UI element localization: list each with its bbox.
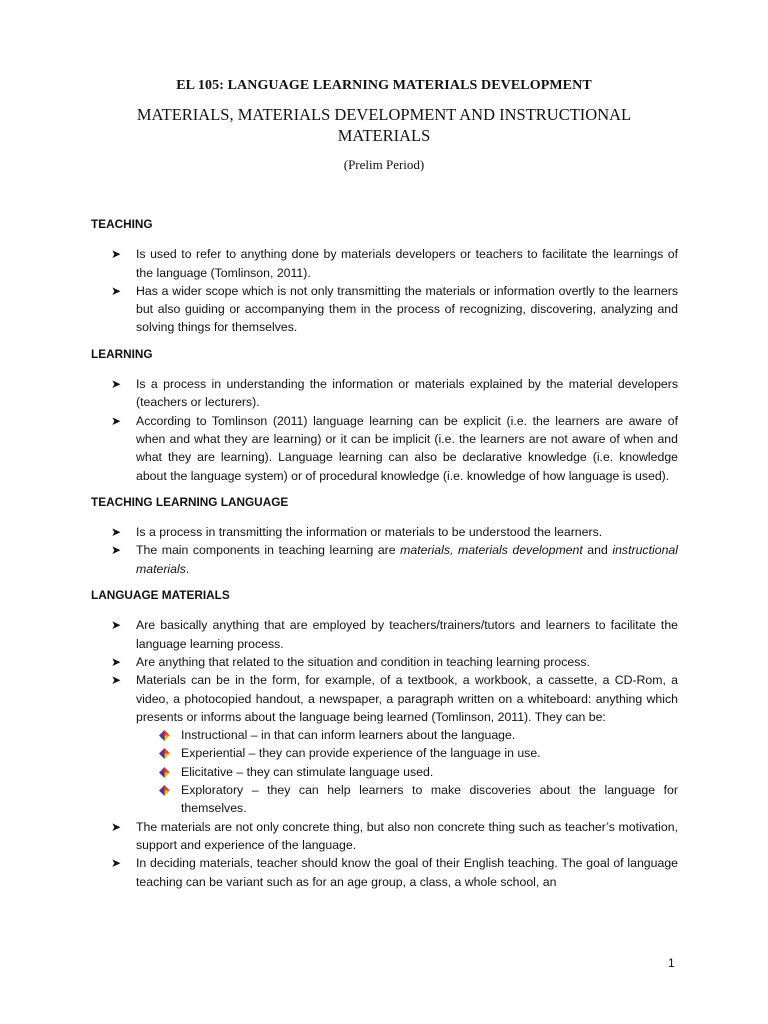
section-heading: TEACHING bbox=[91, 217, 153, 231]
section-language-materials bbox=[91, 586, 678, 891]
sub-list-item-text: Exploratory – they can help learners to make discoveries about the language for themselves. bbox=[181, 783, 678, 816]
arrow-bullet-icon: ➤ bbox=[111, 413, 122, 428]
arrow-bullet-icon: ➤ bbox=[111, 247, 122, 262]
list-item-text-suffix: . bbox=[185, 561, 190, 576]
diamond-bullet-icon bbox=[159, 785, 170, 796]
list-item bbox=[91, 818, 678, 855]
list-item-text: Is a process in transmitting the information or materials to be understood the learners. bbox=[136, 525, 603, 540]
emphasis-text: materials, materials development bbox=[400, 543, 583, 558]
sub-list-item bbox=[136, 763, 678, 781]
section-learning bbox=[91, 345, 678, 485]
diamond-bullet-icon bbox=[159, 767, 170, 778]
section-teaching bbox=[91, 215, 678, 337]
arrow-bullet-icon: ➤ bbox=[111, 654, 122, 669]
emphasis-text: instructional materials bbox=[136, 543, 678, 576]
document-subtitle: MATERIALS, MATERIALS DEVELOPMENT AND INSTRUCTIONAL MATERIALS bbox=[136, 105, 632, 145]
list-item-text-mid: and bbox=[582, 543, 613, 558]
section-heading: LANGUAGE MATERIALS bbox=[91, 588, 230, 603]
section-teaching-learning-language bbox=[91, 493, 678, 578]
list-item-text: According to Tomlinson (2011) language learning can be explicit (i.e. the learners are aware of when and what they are learning) or it can be implicit (i.e. the learners are not aware of when and what they are learning). Language learning can also be declarative knowledge (i.e. knowledge about the language system) or of procedural knowledge (i.e. knowledge of how language is used). bbox=[136, 413, 678, 483]
list-item bbox=[91, 282, 678, 337]
list-item-text: Has a wider scope which is not only transmitting the materials or information overtly to the learners but also guiding or accompanying them in the process of recognizing, discovering, analyzing and solving things for themselves. bbox=[136, 283, 678, 335]
list-item bbox=[91, 653, 678, 671]
list-item bbox=[91, 375, 678, 412]
bullet-list bbox=[91, 616, 678, 890]
list-item-text: The materials are not only concrete thing, but also non concrete thing such as teacher’s motivation, support and experience of the language. bbox=[136, 819, 678, 852]
section-heading: TEACHING LEARNING LANGUAGE bbox=[91, 494, 289, 509]
sub-list-item-text: Instructional – in that can inform learners about the language. bbox=[181, 728, 516, 743]
arrow-bullet-icon: ➤ bbox=[111, 856, 122, 871]
list-item-text-prefix: The main components in teaching learning are bbox=[136, 543, 401, 558]
sub-bullet-list bbox=[136, 726, 678, 817]
arrow-bullet-icon: ➤ bbox=[111, 618, 122, 633]
diamond-bullet-icon bbox=[159, 748, 170, 759]
arrow-bullet-icon: ➤ bbox=[111, 673, 122, 688]
list-item-text: Materials can be in the form, for example, of a textbook, a workbook, a cassette, a CD-Rom, a video, a photocopied handout, a newspaper, a paragraph written on a whiteboard: anything which presents or informs about the language being learned (Tomlinson, 2011). They can be: bbox=[136, 673, 678, 724]
bullet-list bbox=[91, 245, 678, 336]
list-item bbox=[91, 616, 678, 653]
list-item-text: In deciding materials, teacher should know the goal of their English teaching. The goal of language teaching can be variant such as for an age group, a class, a whole school, an bbox=[136, 856, 678, 889]
list-item bbox=[91, 245, 678, 282]
list-item-text: Is used to refer to anything done by materials developers or teachers to facilitate the learnings of the language (Tomlinson, 2011). bbox=[136, 247, 678, 280]
course-title: EL 105: LANGUAGE LEARNING MATERIALS DEVELOPMENT bbox=[176, 78, 592, 93]
list-item bbox=[91, 671, 678, 817]
list-item bbox=[91, 412, 678, 485]
sub-list-item bbox=[136, 726, 678, 744]
arrow-bullet-icon: ➤ bbox=[111, 543, 122, 558]
bullet-list bbox=[91, 375, 678, 485]
sub-list-item bbox=[136, 744, 678, 762]
bullet-list bbox=[91, 523, 678, 578]
diamond-bullet-icon bbox=[159, 730, 170, 741]
list-item-text: Are basically anything that are employed by teachers/trainers/tutors and learners to facilitate the language learning process. bbox=[136, 618, 678, 651]
sub-list-item-text: Elicitative – they can stimulate language used. bbox=[181, 764, 434, 779]
document-body bbox=[91, 215, 678, 899]
list-item bbox=[91, 854, 678, 891]
section-heading: LEARNING bbox=[91, 346, 153, 361]
sub-list-item bbox=[136, 781, 678, 818]
arrow-bullet-icon: ➤ bbox=[111, 819, 122, 834]
list-item bbox=[91, 523, 678, 541]
arrow-bullet-icon: ➤ bbox=[111, 283, 122, 298]
list-item-text: Is a process in understanding the information or materials explained by the material developers (teachers or lecturers). bbox=[136, 377, 678, 410]
arrow-bullet-icon: ➤ bbox=[111, 525, 122, 540]
arrow-bullet-icon: ➤ bbox=[111, 377, 122, 392]
period-label: (Prelim Period) bbox=[343, 157, 425, 172]
list-item-text: Are anything that related to the situation and condition in teaching learning process. bbox=[136, 654, 590, 669]
page-number: 1 bbox=[668, 956, 675, 970]
sub-list-item-text: Experiential – they can provide experience of the language in use. bbox=[181, 746, 541, 761]
list-item bbox=[91, 541, 678, 578]
